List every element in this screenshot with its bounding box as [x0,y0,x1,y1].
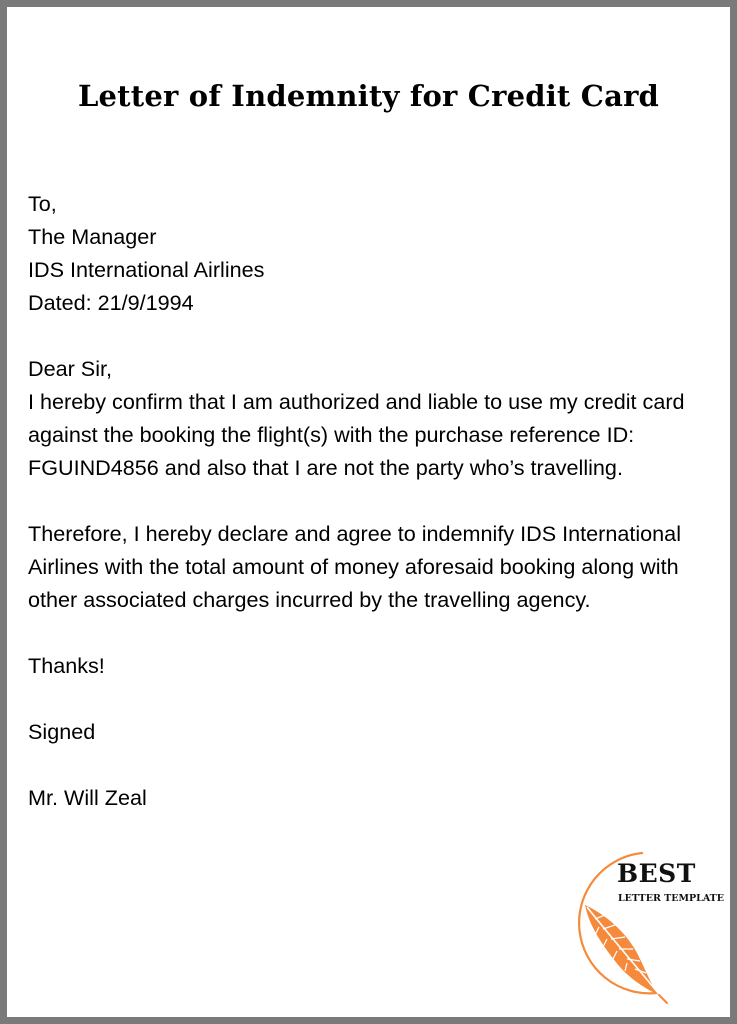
page-title: Letter of Indemnity for Credit Card [77,79,660,113]
brand-logo [547,845,724,1005]
letter-date: Dated: 21/9/1994 [28,290,194,315]
paragraph-indemnity: Therefore, I hereby declare and agree to indemnify IDS International Airlines with the total amount of money aforesaid booking along with other associated charges incurred by the travelling agency. [28,521,681,612]
letter-page [7,7,730,1017]
paragraph-confirmation: I hereby confirm that I am authorized and liable to use my credit card against the booking the flight(s) with the purchase reference ID: FGUIND4856 and also that I are not the party who’s travelling. [28,389,685,480]
brand-subtitle: LETTER TEMPLATE [618,893,724,904]
greeting: Dear Sir, [28,356,113,381]
address-company: IDS International Airlines [28,257,265,282]
address-recipient: The Manager [28,224,157,249]
address-to: To, [28,191,57,216]
brand-word: BEST [617,859,696,888]
letter-body [28,187,718,814]
signed-label: Signed [28,719,96,744]
closing: Thanks! [28,653,105,678]
signer-name: Mr. Will Zeal [28,785,147,810]
